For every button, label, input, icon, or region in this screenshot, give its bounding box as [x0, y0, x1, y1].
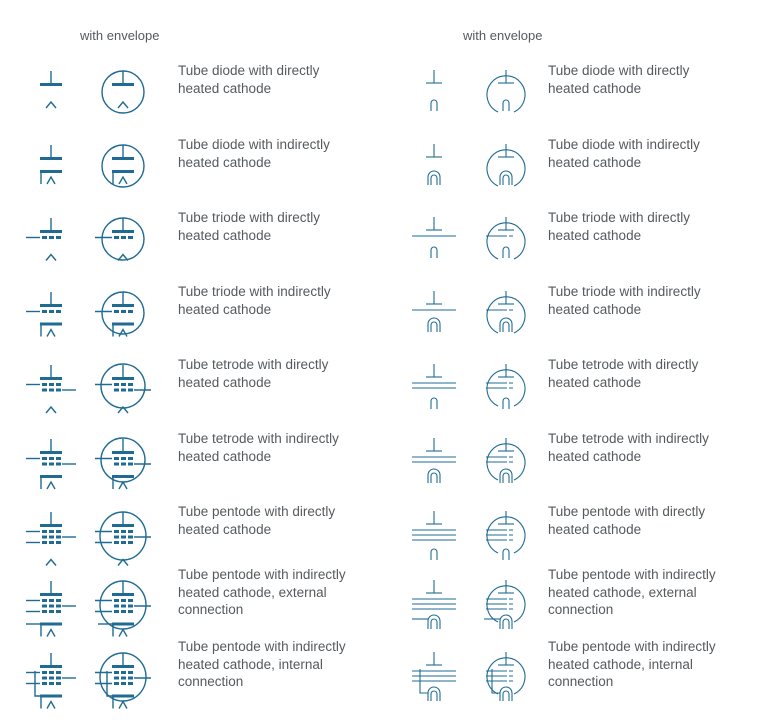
- symbol-description: [548, 566, 716, 619]
- pentode-envelope-symbol: [95, 581, 151, 637]
- pentode-symbol: [26, 653, 76, 709]
- description-line: heated cathode, internal: [178, 656, 323, 672]
- symbol-description: [548, 283, 701, 318]
- description-line: heated cathode: [548, 154, 642, 170]
- tetrode-direct-symbols: [370, 346, 545, 426]
- diode-direct-symbols: [0, 52, 175, 132]
- symbol-description: [548, 503, 705, 538]
- pentode-symbol: [26, 512, 76, 566]
- pentode-envelope-symbol: [486, 511, 525, 560]
- tetrode-symbol: [26, 365, 76, 413]
- pentode-symbol: [412, 580, 456, 629]
- symbol-row-left-3: [0, 199, 380, 273]
- symbol-row-left-2: [0, 126, 380, 200]
- symbol-row-right-7: [370, 493, 750, 567]
- diode-indirect-symbols: [370, 126, 545, 206]
- description-line: Tube diode with directly: [548, 63, 690, 78]
- description-line: Tube pentode with indirectly: [178, 639, 346, 654]
- tetrode-envelope-symbol: [95, 438, 151, 489]
- symbol-description: [548, 638, 716, 691]
- description-line: Tube diode with indirectly: [548, 137, 700, 152]
- pentode-envelope-symbol: [95, 512, 151, 566]
- symbol-row-left-8: [0, 562, 380, 636]
- description-line: Tube tetrode with directly: [548, 357, 699, 372]
- symbol-row-right-5: [370, 346, 750, 420]
- pentode-external-symbols: [370, 562, 545, 642]
- triode-symbol: [26, 218, 62, 261]
- pentode-symbol: [412, 652, 456, 701]
- description-line: Tube diode with indirectly: [178, 137, 330, 152]
- description-line: Tube diode with directly: [178, 63, 320, 78]
- symbol-description: [548, 356, 698, 391]
- symbol-row-right-9: [370, 634, 750, 708]
- triode-indirect-symbols: [370, 273, 545, 353]
- pentode-envelope-symbol: [486, 652, 525, 701]
- description-line: Tube triode with directly: [548, 210, 691, 225]
- description-line: Tube pentode with directly: [178, 504, 336, 519]
- description-line: heated cathode: [178, 227, 272, 243]
- description-line: heated cathode: [178, 80, 272, 96]
- diode-envelope-symbol: [102, 71, 144, 113]
- symbol-row-left-9: [0, 634, 380, 708]
- description-line: heated cathode: [178, 448, 272, 464]
- triode-direct-symbols: [0, 199, 175, 279]
- description-line: heated cathode: [548, 227, 642, 243]
- tetrode-indirect-symbols: [370, 420, 545, 500]
- tetrode-direct-symbols: [0, 346, 175, 426]
- diode-envelope-symbol: [487, 70, 525, 112]
- description-line: connection: [178, 674, 244, 689]
- tetrode-envelope-symbol: [95, 364, 151, 413]
- pentode-envelope-symbol: [484, 580, 525, 629]
- description-line: heated cathode: [178, 374, 272, 390]
- symbol-description: [548, 62, 689, 97]
- triode-symbol: [412, 291, 456, 332]
- description-line: Tube pentode with indirectly: [548, 639, 716, 654]
- symbol-description: [548, 136, 700, 171]
- description-line: heated cathode: [178, 301, 272, 317]
- triode-symbol: [412, 217, 456, 258]
- symbol-description: [548, 209, 690, 244]
- description-line: Tube triode with directly: [178, 210, 321, 225]
- diode-symbol: [426, 144, 442, 185]
- symbol-row-right-8: [370, 562, 750, 636]
- description-line: connection: [548, 674, 614, 689]
- triode-envelope-symbol: [95, 292, 144, 337]
- symbol-description: [178, 356, 328, 391]
- diode-symbol: [426, 70, 442, 111]
- tetrode-indirect-symbols: [0, 420, 175, 500]
- triode-symbol: [26, 292, 62, 337]
- symbol-row-right-4: [370, 273, 750, 347]
- tetrode-symbol: [26, 439, 76, 489]
- description-line: connection: [178, 602, 244, 617]
- tetrode-symbol: [412, 438, 456, 483]
- pentode-envelope-symbol: [95, 653, 151, 709]
- diode-envelope-symbol: [487, 144, 525, 186]
- triode-indirect-symbols: [0, 273, 175, 353]
- symbol-description: [178, 136, 330, 171]
- symbol-description: [178, 209, 320, 244]
- triode-envelope-symbol: [95, 218, 144, 261]
- diode-indirect-symbols: [0, 126, 175, 206]
- symbol-row-left-5: [0, 346, 380, 420]
- header-with-envelope-left: with envelope: [80, 28, 160, 43]
- diode-envelope-symbol: [102, 145, 144, 187]
- description-line: heated cathode: [548, 80, 642, 96]
- symbol-row-left-6: [0, 420, 380, 494]
- tetrode-envelope-symbol: [486, 438, 525, 483]
- diode-symbol: [40, 145, 62, 184]
- description-line: connection: [548, 602, 614, 617]
- description-line: heated cathode: [548, 301, 642, 317]
- triode-direct-symbols: [370, 199, 545, 279]
- diode-direct-symbols: [370, 52, 545, 132]
- description-line: heated cathode: [548, 521, 642, 537]
- pentode-internal-symbols: [0, 634, 175, 714]
- description-line: Tube tetrode with indirectly: [548, 431, 709, 446]
- pentode-symbol: [412, 511, 456, 560]
- description-line: heated cathode, external: [178, 584, 327, 600]
- description-line: Tube tetrode with indirectly: [178, 431, 339, 446]
- description-line: heated cathode: [548, 374, 642, 390]
- symbol-description: [178, 503, 335, 538]
- description-line: Tube pentode with indirectly: [548, 567, 716, 582]
- triode-envelope-symbol: [486, 217, 525, 259]
- symbol-row-right-2: [370, 126, 750, 200]
- symbol-description: [178, 283, 331, 318]
- description-line: heated cathode: [548, 448, 642, 464]
- symbol-row-left-7: [0, 493, 380, 567]
- pentode-symbol: [26, 581, 76, 637]
- pentode-internal-symbols: [370, 634, 545, 714]
- description-line: heated cathode, external: [548, 584, 697, 600]
- diode-symbol: [40, 71, 62, 108]
- pentode-direct-symbols: [0, 493, 175, 573]
- symbol-row-left-4: [0, 273, 380, 347]
- description-line: heated cathode: [178, 521, 272, 537]
- symbol-description: [178, 430, 339, 465]
- symbol-row-right-3: [370, 199, 750, 273]
- symbol-description: [178, 62, 319, 97]
- symbol-row-left-1: [0, 52, 380, 126]
- pentode-direct-symbols: [370, 493, 545, 573]
- symbol-description: [178, 566, 346, 619]
- description-line: Tube tetrode with directly: [178, 357, 329, 372]
- description-line: Tube triode with indirectly: [178, 284, 331, 299]
- description-line: Tube triode with indirectly: [548, 284, 701, 299]
- description-line: heated cathode, internal: [548, 656, 693, 672]
- tetrode-symbol: [412, 364, 456, 409]
- description-line: Tube pentode with directly: [548, 504, 706, 519]
- description-line: heated cathode: [178, 154, 272, 170]
- symbol-row-right-6: [370, 420, 750, 494]
- triode-envelope-symbol: [486, 291, 525, 333]
- tetrode-envelope-symbol: [486, 364, 525, 409]
- header-with-envelope-right: with envelope: [463, 28, 543, 43]
- symbol-description: [178, 638, 346, 691]
- pentode-external-symbols: [0, 562, 175, 642]
- symbol-description: [548, 430, 709, 465]
- description-line: Tube pentode with indirectly: [178, 567, 346, 582]
- symbol-row-right-1: [370, 52, 750, 126]
